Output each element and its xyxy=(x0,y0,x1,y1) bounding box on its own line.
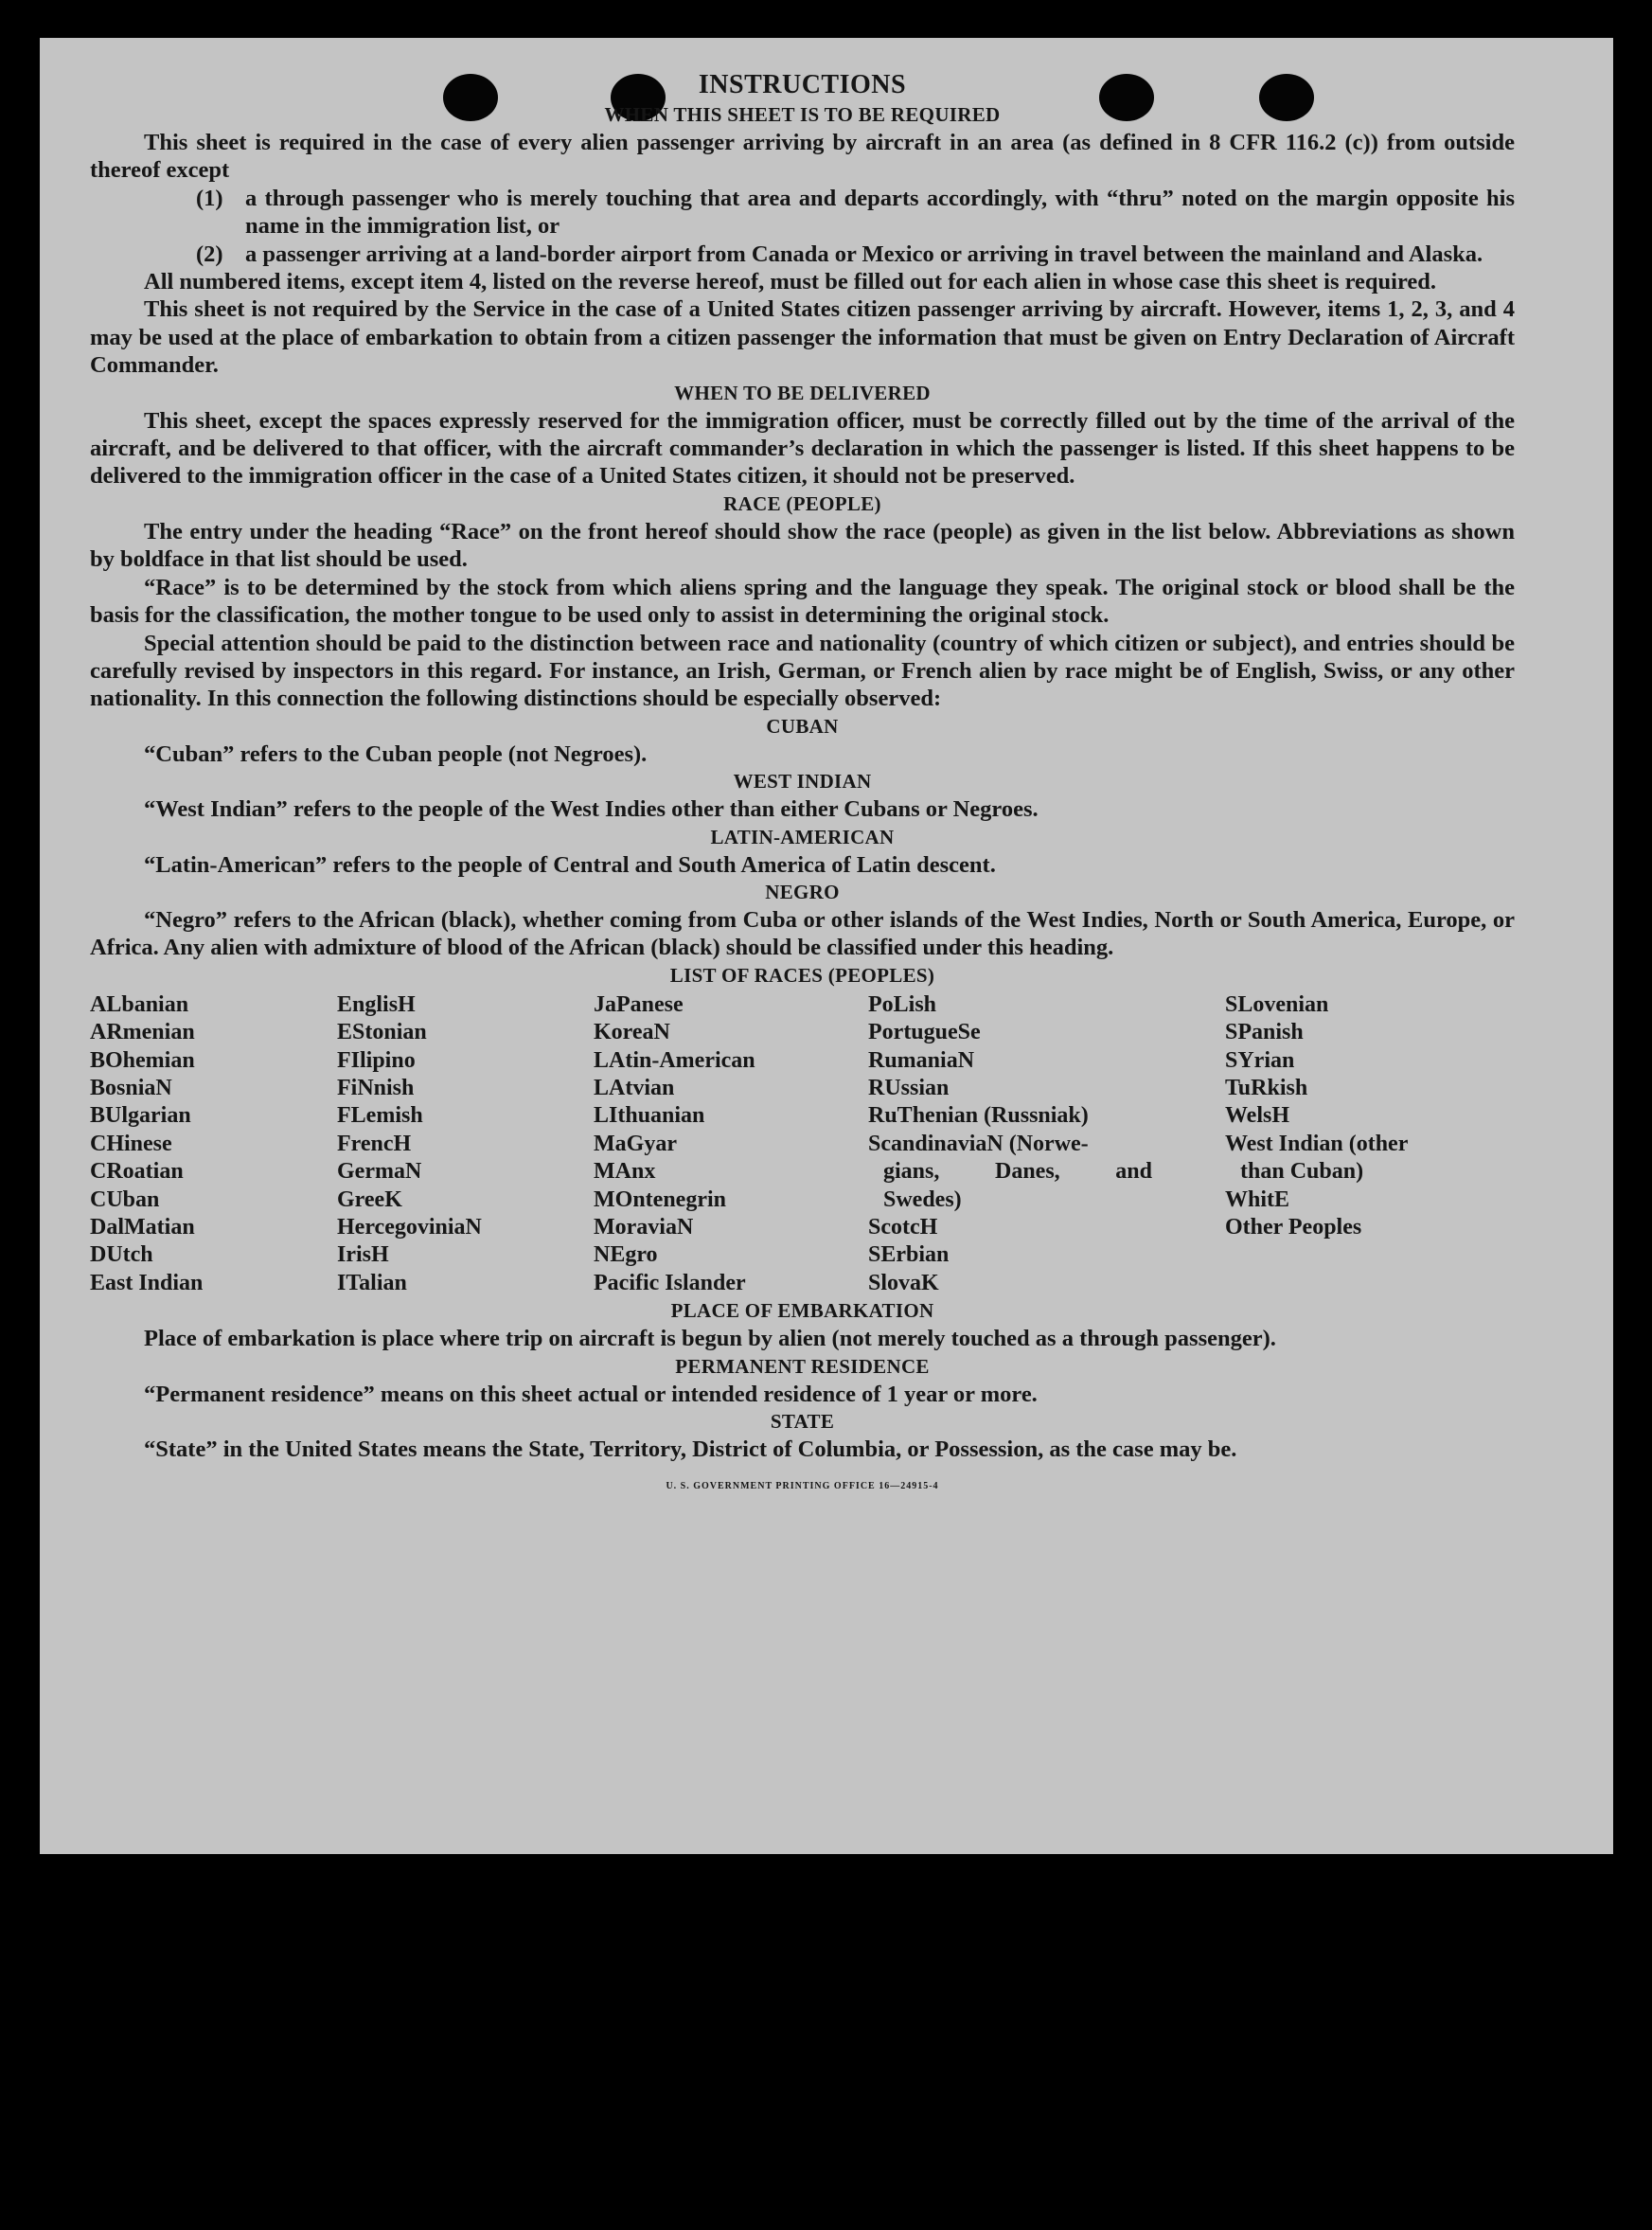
page-title: INSTRUCTIONS xyxy=(698,70,907,99)
race-item: Swedes) xyxy=(883,1186,962,1212)
paragraph: “Permanent residence” means on this sheet actual or intended residence of 1 year or more. xyxy=(144,1381,1038,1407)
race-item: PoLish xyxy=(868,991,937,1017)
race-item: MAnx xyxy=(594,1159,656,1185)
race-item: ARmenian xyxy=(90,1020,195,1045)
race-item: SlovaK xyxy=(868,1270,939,1295)
race-list xyxy=(90,991,1515,1297)
race-item: LIthuanian xyxy=(594,1103,705,1129)
race-item: TuRkish xyxy=(1225,1075,1308,1100)
race-item: CHinese xyxy=(90,1131,172,1156)
race-item: East Indian xyxy=(90,1270,204,1295)
race-item: NEgro xyxy=(594,1242,658,1268)
printing-office-footer: U. S. GOVERNMENT PRINTING OFFICE 16—24915-4 xyxy=(666,1481,939,1492)
race-item: ALbanian xyxy=(90,991,189,1017)
instructions-content xyxy=(90,69,1515,1501)
race-item: gians, Danes, and xyxy=(883,1159,1152,1185)
race-item: WhitE xyxy=(1225,1186,1290,1212)
race-item: ITalian xyxy=(337,1270,407,1295)
paragraph: This sheet, except the spaces expressly reserved for the immigration officer, must be correctly filled out by the time of the arrival of the aircraft, and be delivered to that officer, with the aircraft commander’s declaration in which the passenger is listed. If this sheet happens to be delivered to the immigration officer in the case of a United States citizen, it should not be preserved. xyxy=(90,407,1515,490)
section-heading: PLACE OF EMBARKATION xyxy=(670,1299,934,1323)
paragraph: The entry under the heading “Race” on the front hereof should show the race (people) as given in the list below. Abbreviations as shown by boldface in that list should be used. xyxy=(90,518,1515,573)
section-heading: PERMANENT RESIDENCE xyxy=(675,1354,930,1378)
section-heading: LATIN-AMERICAN xyxy=(710,825,895,848)
section-heading: NEGRO xyxy=(765,880,840,903)
race-item: CRoatian xyxy=(90,1159,184,1185)
race-item: JaPanese xyxy=(594,991,684,1017)
section-heading: STATE xyxy=(770,1410,835,1434)
race-item: FLemish xyxy=(337,1103,423,1129)
paragraph: This sheet is required in the case of every alien passenger arriving by aircraft in an area (as defined in 8 CFR 116.2 (c)) from outside thereof except xyxy=(90,130,1515,184)
race-item: IrisH xyxy=(337,1242,389,1268)
list-item xyxy=(90,241,1515,268)
list-item xyxy=(90,185,1515,241)
race-item: SYrian xyxy=(1225,1047,1295,1073)
race-item: RUssian xyxy=(868,1075,950,1100)
race-item: BUlgarian xyxy=(90,1103,191,1129)
race-item: than Cuban) xyxy=(1240,1159,1364,1185)
race-item: DUtch xyxy=(90,1242,153,1268)
section-heading: WEST INDIAN xyxy=(733,770,872,794)
race-item: LAtvian xyxy=(594,1075,675,1100)
item-text: a passenger arriving at a land-border airport from Canada or Mexico or arriving in travel between the mainland and Alaska. xyxy=(245,241,1483,267)
race-item: DalMatian xyxy=(90,1215,195,1240)
race-column xyxy=(90,991,337,1297)
race-item: GreeK xyxy=(337,1186,402,1212)
race-item: SLovenian xyxy=(1225,991,1329,1017)
race-column xyxy=(1225,991,1481,1297)
paragraph: “Race” is to be determined by the stock from which aliens spring and the language they speak. The original stock or blood shall be the basis for the classification, the mother tongue to be used only to assist in determining the original stock. xyxy=(90,574,1515,629)
race-column xyxy=(594,991,868,1297)
race-item: RuThenian (Russniak) xyxy=(868,1103,1089,1129)
paragraph: Special attention should be paid to the distinction between race and nationality (country of which citizen or subject), and entries should be carefully revised by inspectors in this regard. For instance, an Irish, German, or French alien by race might be of English, Swiss, or any other nationality. In this connection the following distinctions should be especially observed: xyxy=(90,630,1515,712)
race-item: West Indian (other xyxy=(1225,1131,1409,1156)
paragraph: Place of embarkation is place where trip on aircraft is begun by alien (not merely touched as a through passenger). xyxy=(144,1326,1276,1352)
race-item: BosniaN xyxy=(90,1075,172,1100)
item-number: (1) xyxy=(196,185,223,211)
race-item: MoraviaN xyxy=(594,1215,694,1240)
race-column xyxy=(337,991,594,1297)
section-heading: WHEN TO BE DELIVERED xyxy=(674,381,931,404)
paragraph: “Negro” refers to the African (black), whether coming from Cuba or other islands of the West Indies, North or South America, Europe, or Africa. Any alien with admixture of blood of the African (black) should be classified under this heading. xyxy=(90,906,1515,961)
race-item: ScotcH xyxy=(868,1215,938,1240)
paragraph: “State” in the United States means the State, Territory, District of Columbia, or Possession, as the case may be. xyxy=(144,1436,1237,1463)
race-item: Pacific Islander xyxy=(594,1270,746,1295)
race-item: GermaN xyxy=(337,1159,422,1185)
race-item: PortugueSe xyxy=(868,1020,981,1045)
section-heading: WHEN THIS SHEET IS TO BE REQUIRED xyxy=(604,103,1001,126)
race-item: ScandinaviaN (Norwe- xyxy=(868,1131,1089,1156)
race-item: MOntenegrin xyxy=(594,1186,726,1212)
race-item: HercegoviniaN xyxy=(337,1215,482,1240)
race-item: FrencH xyxy=(337,1131,412,1156)
race-item: EnglisH xyxy=(337,991,416,1017)
paragraph: “Cuban” refers to the Cuban people (not Negroes). xyxy=(144,740,648,767)
paragraph: “West Indian” refers to the people of the West Indies other than either Cubans or Negroes. xyxy=(144,796,1039,823)
paragraph: All numbered items, except item 4, listed on the reverse hereof, must be filled out for each alien in whose case this sheet is required. xyxy=(144,269,1437,295)
item-text: a through passenger who is merely touching that area and departs accordingly, with “thru” noted on the margin opposite his name in the immigration list, or xyxy=(245,185,1515,240)
race-column xyxy=(868,991,1152,1297)
race-item: BOhemian xyxy=(90,1047,195,1073)
race-item: SPanish xyxy=(1225,1020,1304,1045)
race-item: FiNnish xyxy=(337,1075,415,1100)
race-item: LAtin-American xyxy=(594,1047,755,1073)
race-item: SErbian xyxy=(868,1242,950,1268)
race-item: FIlipino xyxy=(337,1047,416,1073)
section-heading: RACE (PEOPLE) xyxy=(723,491,881,515)
section-heading: LIST OF RACES (PEOPLES) xyxy=(669,963,935,987)
section-heading: CUBAN xyxy=(766,714,839,738)
race-item: WelsH xyxy=(1225,1103,1290,1129)
race-item: CUban xyxy=(90,1186,160,1212)
item-number: (2) xyxy=(196,241,223,267)
race-item: EStonian xyxy=(337,1020,427,1045)
race-item: MaGyar xyxy=(594,1131,677,1156)
race-item: KoreaN xyxy=(594,1020,670,1045)
paragraph: This sheet is not required by the Service in the case of a United States citizen passenger arriving by aircraft. However, items 1, 2, 3, and 4 may be used at the place of embarkation to obtain from a citizen passenger the information that must be given on Entry Declaration of Aircraft Commander. xyxy=(90,296,1515,379)
race-item: Other Peoples xyxy=(1225,1215,1362,1240)
race-item: RumaniaN xyxy=(868,1047,975,1073)
paragraph: “Latin-American” refers to the people of Central and South America of Latin descent. xyxy=(144,851,996,878)
